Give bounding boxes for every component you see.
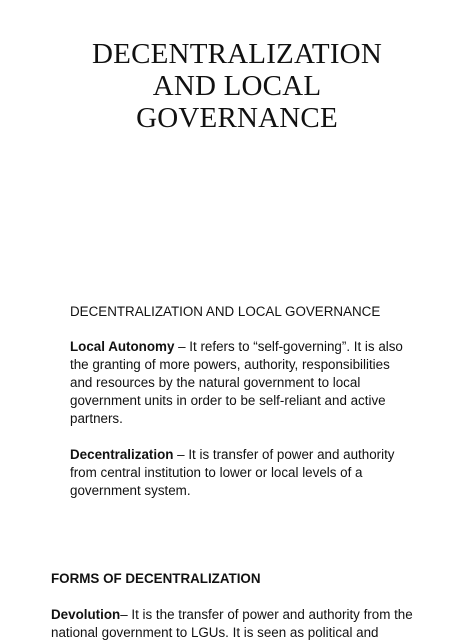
local-autonomy-paragraph bbox=[70, 338, 410, 428]
decentralization-definition: – It is transfer of power and authority from central institution to lower or local levels of a government system. bbox=[70, 447, 395, 498]
document-title bbox=[0, 38, 474, 134]
devolution-definition: – It is the transfer of power and authority from the national government to LGUs. It is seen as political and bbox=[51, 607, 413, 640]
local-autonomy-term: Local Autonomy bbox=[70, 339, 175, 354]
title-line-1: DECENTRALIZATION bbox=[92, 38, 382, 70]
section-heading: DECENTRALIZATION AND LOCAL GOVERNANCE bbox=[70, 304, 381, 319]
title-line-3: GOVERNANCE bbox=[136, 102, 338, 134]
local-autonomy-definition: – It refers to “self-governing”. It is also the granting of more powers, authority, responsibilities and resources by the natural government to local government units in order to be self-reliant and active partners. bbox=[70, 339, 403, 426]
forms-heading: FORMS OF DECENTRALIZATION bbox=[51, 571, 261, 586]
devolution-term: Devolution bbox=[51, 607, 121, 622]
title-line-2: AND LOCAL bbox=[152, 70, 322, 102]
decentralization-paragraph bbox=[70, 446, 410, 500]
devolution-paragraph bbox=[51, 606, 421, 642]
decentralization-term: Decentralization bbox=[70, 447, 174, 462]
